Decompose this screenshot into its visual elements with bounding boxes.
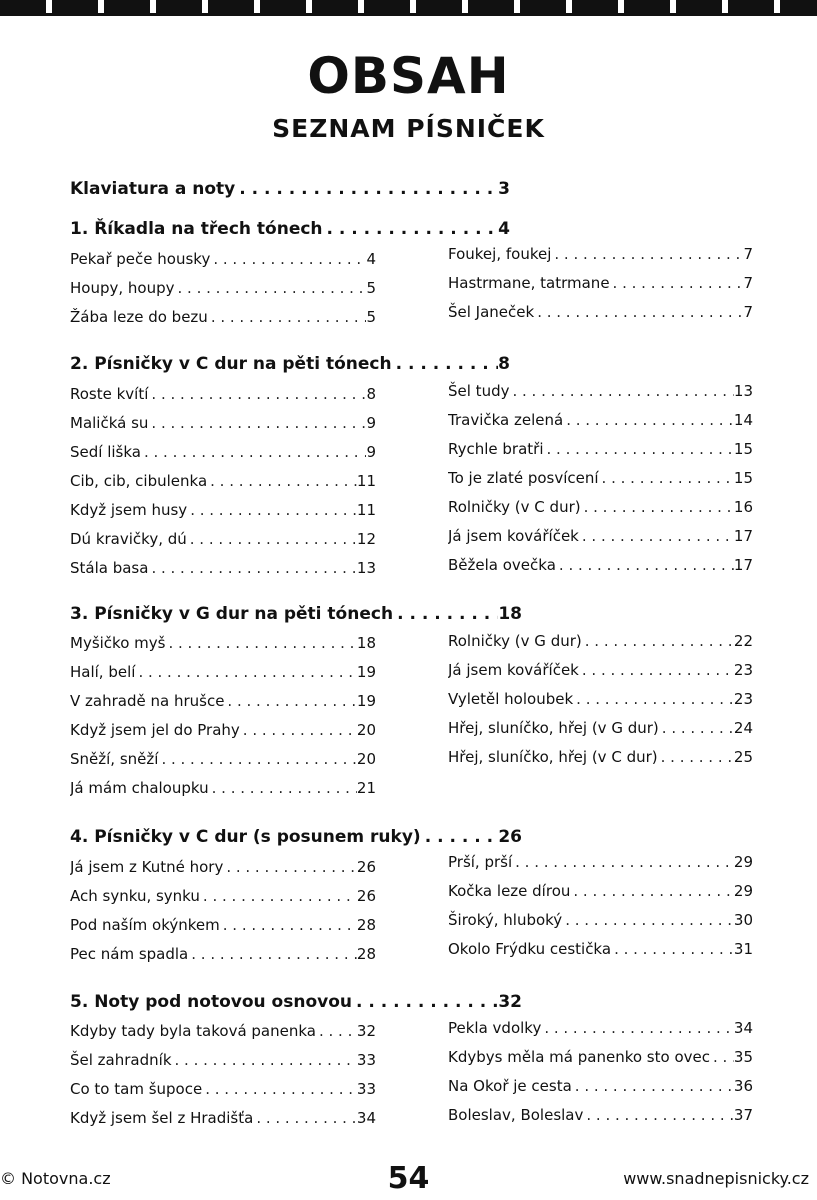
entry-title: Okolo Frýdku cestička xyxy=(448,940,612,958)
leader-dots xyxy=(572,1077,734,1095)
entry-title: Já mám chaloupku xyxy=(70,779,209,797)
leader-dots xyxy=(172,1051,357,1069)
leader-dots xyxy=(610,274,744,292)
toc-entry[interactable] xyxy=(70,406,376,432)
entry-title: Běžela ovečka xyxy=(448,556,556,574)
leader-dots xyxy=(220,916,357,934)
leader-dots xyxy=(551,245,743,263)
entry-title: Šel Janeček xyxy=(448,303,535,321)
entry-title: Boleslav, Boleslav xyxy=(448,1106,584,1124)
entry-title: Roste kvítí xyxy=(70,385,149,403)
entry-title: Travička zelená xyxy=(448,411,564,429)
section-5-left-column xyxy=(70,1014,376,1130)
toc-entry[interactable] xyxy=(448,519,753,545)
entry-page: 23 xyxy=(733,661,753,679)
entry-page: 9 xyxy=(366,414,376,432)
entry-title: Vyletěl holoubek xyxy=(448,690,574,708)
leader-dots xyxy=(509,382,733,400)
entry-page: 19 xyxy=(356,663,376,681)
entry-title: Když jsem šel z Hradišťa xyxy=(70,1109,254,1127)
leader-dots xyxy=(392,354,499,374)
entry-page: 13 xyxy=(356,559,376,577)
page-subtitle: SEZNAM PÍSNIČEK xyxy=(272,114,545,143)
entry-page: 7 xyxy=(743,274,753,292)
toc-entry[interactable] xyxy=(70,522,376,548)
toc-entry[interactable] xyxy=(448,903,753,929)
toc-entry[interactable] xyxy=(448,1040,753,1066)
entry-page: 33 xyxy=(356,1080,376,1098)
entry-page: 4 xyxy=(366,250,376,268)
section-heading-5[interactable] xyxy=(70,986,522,1012)
entry-page: 20 xyxy=(356,721,376,739)
toc-entry[interactable] xyxy=(70,908,376,934)
toc-entry[interactable] xyxy=(70,879,376,905)
entry-page: 9 xyxy=(366,443,376,461)
toc-entry[interactable] xyxy=(448,1098,753,1124)
toc-entry[interactable] xyxy=(70,1014,376,1040)
entry-page: 13 xyxy=(733,382,753,400)
section-title: 3. Písničky v G dur na pěti tónech xyxy=(70,604,394,624)
leader-dots xyxy=(710,1048,734,1066)
leader-dots xyxy=(207,472,357,490)
toc-entry[interactable] xyxy=(448,874,753,900)
toc-entry[interactable] xyxy=(70,464,376,490)
entry-page: 16 xyxy=(733,498,753,516)
entry-title: Žába leze do bezu xyxy=(70,308,208,326)
entry-title: Hřej, sluníčko, hřej (v C dur) xyxy=(448,748,658,766)
section-3-right-column xyxy=(448,624,753,769)
leader-dots xyxy=(200,887,357,905)
toc-entry[interactable] xyxy=(70,626,376,652)
toc-entry[interactable] xyxy=(448,403,753,429)
entry-page: 35 xyxy=(733,1048,753,1066)
entry-title: Stála basa xyxy=(70,559,149,577)
toc-entry[interactable] xyxy=(448,432,753,458)
entry-page: 32 xyxy=(356,1022,376,1040)
entry-title: To je zlaté posvícení xyxy=(448,469,599,487)
toc-entry[interactable] xyxy=(448,711,753,737)
leader-dots xyxy=(165,634,356,652)
section-page: 18 xyxy=(498,604,522,624)
entry-title: V zahradě na hrušce xyxy=(70,692,225,710)
section-page: 26 xyxy=(498,827,522,847)
section-title: 2. Písničky v C dur na pěti tónech xyxy=(70,354,392,374)
leader-dots xyxy=(235,179,498,199)
leader-dots xyxy=(253,1109,357,1127)
section-2-left-column xyxy=(70,377,376,580)
entry-title: Kdyby tady byla taková panenka xyxy=(70,1022,316,1040)
entry-title: Pod naším okýnkem xyxy=(70,916,220,934)
toc-entry[interactable] xyxy=(448,1011,753,1037)
entry-page: 11 xyxy=(356,501,376,519)
entry-page: 19 xyxy=(356,692,376,710)
leader-dots xyxy=(562,911,734,929)
leader-dots xyxy=(352,992,498,1012)
entry-title: Rychle bratři xyxy=(448,440,544,458)
footer-page-number: 54 xyxy=(387,1160,430,1196)
leader-dots xyxy=(224,692,356,710)
entry-page: 28 xyxy=(356,916,376,934)
leader-dots xyxy=(581,498,734,516)
toc-entry[interactable] xyxy=(448,548,753,574)
leader-dots xyxy=(223,858,357,876)
entry-title: Kdybys měla má panenko sto ovec xyxy=(448,1048,710,1066)
toc-entry[interactable] xyxy=(70,377,376,403)
section-1-right-column xyxy=(448,237,753,324)
toc-entry[interactable] xyxy=(70,937,376,963)
entry-title: Já jsem kováříček xyxy=(448,661,579,679)
toc-entry[interactable] xyxy=(448,740,753,766)
entry-page: 22 xyxy=(733,632,753,650)
entry-title: Na Okoř je cesta xyxy=(448,1077,572,1095)
leader-dots xyxy=(573,690,734,708)
entry-page: 12 xyxy=(356,530,376,548)
leader-dots xyxy=(658,748,734,766)
toc-entry[interactable] xyxy=(70,242,376,268)
entry-page: 17 xyxy=(733,527,753,545)
section-heading-2[interactable] xyxy=(70,348,510,374)
leader-dots xyxy=(323,219,499,239)
entry-page: 34 xyxy=(733,1019,753,1037)
section-title: Klaviatura a noty xyxy=(70,179,236,199)
entry-page: 7 xyxy=(743,303,753,321)
leader-dots xyxy=(141,443,366,461)
toc-entry[interactable] xyxy=(70,435,376,461)
leader-dots xyxy=(421,827,499,847)
entry-title: Já jsem z Kutné hory xyxy=(70,858,224,876)
entry-title: Pekař peče housky xyxy=(70,250,211,268)
leader-dots xyxy=(188,945,357,963)
toc-entry[interactable] xyxy=(70,1101,376,1127)
entry-page: 18 xyxy=(356,634,376,652)
entry-page: 7 xyxy=(743,245,753,263)
entry-title: Sedí liška xyxy=(70,443,141,461)
entry-page: 15 xyxy=(733,440,753,458)
leader-dots xyxy=(175,279,367,297)
leader-dots xyxy=(570,882,734,900)
entry-title: Pekla vdolky xyxy=(448,1019,542,1037)
leader-dots xyxy=(611,940,734,958)
entry-title: Když jsem husy xyxy=(70,501,188,519)
entry-title: Houpy, houpy xyxy=(70,279,175,297)
section-page: 3 xyxy=(498,179,510,199)
leader-dots xyxy=(208,308,367,326)
entry-page: 29 xyxy=(733,853,753,871)
entry-title: Co to tam šupoce xyxy=(70,1080,203,1098)
entry-title: Cib, cib, cibulenka xyxy=(70,472,208,490)
leader-dots xyxy=(148,414,366,432)
leader-dots xyxy=(544,440,734,458)
section-3-left-column xyxy=(70,626,376,800)
toc-entry[interactable] xyxy=(448,374,753,400)
toc-entry[interactable] xyxy=(70,493,376,519)
section-title: 1. Říkadla na třech tónech xyxy=(70,219,323,239)
toc-entry[interactable] xyxy=(448,845,753,871)
section-4-left-column xyxy=(70,850,376,966)
entry-title: Rolničky (v C dur) xyxy=(448,498,581,516)
entry-title: Hastrmane, tatrmane xyxy=(448,274,610,292)
entry-page: 34 xyxy=(356,1109,376,1127)
entry-page: 8 xyxy=(366,385,376,403)
section-4-right-column xyxy=(448,845,753,961)
section-heading-3[interactable] xyxy=(70,598,522,624)
section-title: 4. Písničky v C dur (s posunem ruky) xyxy=(70,827,421,847)
section-2-right-column xyxy=(448,374,753,577)
entry-title: Šel tudy xyxy=(448,382,510,400)
entry-title: Sněží, sněží xyxy=(70,750,159,768)
section-page: 32 xyxy=(498,992,522,1012)
leader-dots xyxy=(599,469,734,487)
toc-entry[interactable] xyxy=(448,653,753,679)
leader-dots xyxy=(187,530,357,548)
section-heading-4[interactable] xyxy=(70,821,522,847)
toc-entry[interactable] xyxy=(448,932,753,958)
entry-title: Hřej, sluníčko, hřej (v G dur) xyxy=(448,719,659,737)
entry-page: 26 xyxy=(356,887,376,905)
entry-page: 5 xyxy=(366,308,376,326)
entry-title: Foukej, foukej xyxy=(448,245,552,263)
top-border xyxy=(0,0,817,16)
entry-page: 14 xyxy=(733,411,753,429)
toc-entry[interactable] xyxy=(448,682,753,708)
leader-dots xyxy=(240,721,357,739)
entry-page: 5 xyxy=(366,279,376,297)
entry-page: 37 xyxy=(733,1106,753,1124)
footer-website-link[interactable]: www.snadnepisnicky.cz xyxy=(623,1168,809,1188)
entry-page: 15 xyxy=(733,469,753,487)
leader-dots xyxy=(579,661,734,679)
toc-entry[interactable] xyxy=(448,490,753,516)
toc-entry[interactable] xyxy=(448,266,753,292)
leader-dots xyxy=(534,303,743,321)
toc-entry[interactable] xyxy=(70,271,376,297)
section-page: 4 xyxy=(498,219,510,239)
toc-entry[interactable] xyxy=(448,1069,753,1095)
footer-copyright: © Notovna.cz xyxy=(0,1168,111,1188)
leader-dots xyxy=(393,604,498,624)
entry-page: 29 xyxy=(733,882,753,900)
leader-dots xyxy=(583,1106,734,1124)
entry-page: 31 xyxy=(733,940,753,958)
toc-entry[interactable] xyxy=(70,850,376,876)
section-heading-1[interactable] xyxy=(70,213,510,239)
entry-title: Prší, prší xyxy=(448,853,513,871)
entry-page: 20 xyxy=(356,750,376,768)
leader-dots xyxy=(316,1022,357,1040)
section-1-left-column xyxy=(70,242,376,329)
leader-dots xyxy=(202,1080,357,1098)
leader-dots xyxy=(659,719,734,737)
entry-page: 11 xyxy=(356,472,376,490)
entry-title: Šel zahradník xyxy=(70,1051,172,1069)
leader-dots xyxy=(148,559,356,577)
toc-entry[interactable] xyxy=(448,461,753,487)
toc-entry[interactable] xyxy=(70,1072,376,1098)
toc-entry[interactable] xyxy=(70,655,376,681)
entry-title: Myšičko myš xyxy=(70,634,166,652)
entry-page: 24 xyxy=(733,719,753,737)
entry-title: Halí, belí xyxy=(70,663,136,681)
entry-page: 30 xyxy=(733,911,753,929)
leader-dots xyxy=(582,632,734,650)
entry-page: 36 xyxy=(733,1077,753,1095)
toc-entry[interactable] xyxy=(70,551,376,577)
entry-page: 25 xyxy=(733,748,753,766)
entry-page: 17 xyxy=(733,556,753,574)
entry-title: Ach synku, synku xyxy=(70,887,200,905)
toc-entry[interactable] xyxy=(70,771,376,797)
entry-page: 21 xyxy=(356,779,376,797)
toc-entry[interactable] xyxy=(70,713,376,739)
entry-title: Když jsem jel do Prahy xyxy=(70,721,240,739)
leader-dots xyxy=(135,663,356,681)
toc-entry[interactable] xyxy=(448,295,753,321)
leader-dots xyxy=(512,853,734,871)
entry-title: Pec nám spadla xyxy=(70,945,189,963)
toc-entry[interactable] xyxy=(70,742,376,768)
leader-dots xyxy=(541,1019,734,1037)
entry-title: Maličká su xyxy=(70,414,149,432)
leader-dots xyxy=(187,501,357,519)
toc-entry[interactable] xyxy=(70,300,376,326)
section-page: 8 xyxy=(498,354,510,374)
entry-page: 28 xyxy=(356,945,376,963)
toc-entry[interactable] xyxy=(448,237,753,263)
entry-page: 33 xyxy=(356,1051,376,1069)
section-title: 5. Noty pod notovou osnovou xyxy=(70,992,352,1012)
entry-page: 26 xyxy=(356,858,376,876)
leader-dots xyxy=(209,779,357,797)
leader-dots xyxy=(579,527,734,545)
section-heading-klaviatura[interactable] xyxy=(70,173,510,199)
entry-title: Kočka leze dírou xyxy=(448,882,571,900)
page-title: OBSAH xyxy=(307,47,510,105)
entry-title: Já jsem kováříček xyxy=(448,527,579,545)
leader-dots xyxy=(148,385,366,403)
leader-dots xyxy=(556,556,734,574)
toc-entry[interactable] xyxy=(70,684,376,710)
section-5-right-column xyxy=(448,1011,753,1127)
entry-title: Široký, hluboký xyxy=(448,911,563,929)
entry-page: 23 xyxy=(733,690,753,708)
leader-dots xyxy=(158,750,356,768)
leader-dots xyxy=(563,411,734,429)
toc-entry[interactable] xyxy=(448,624,753,650)
entry-title: Dú kravičky, dú xyxy=(70,530,187,548)
toc-entry[interactable] xyxy=(70,1043,376,1069)
entry-title: Rolničky (v G dur) xyxy=(448,632,582,650)
leader-dots xyxy=(210,250,366,268)
